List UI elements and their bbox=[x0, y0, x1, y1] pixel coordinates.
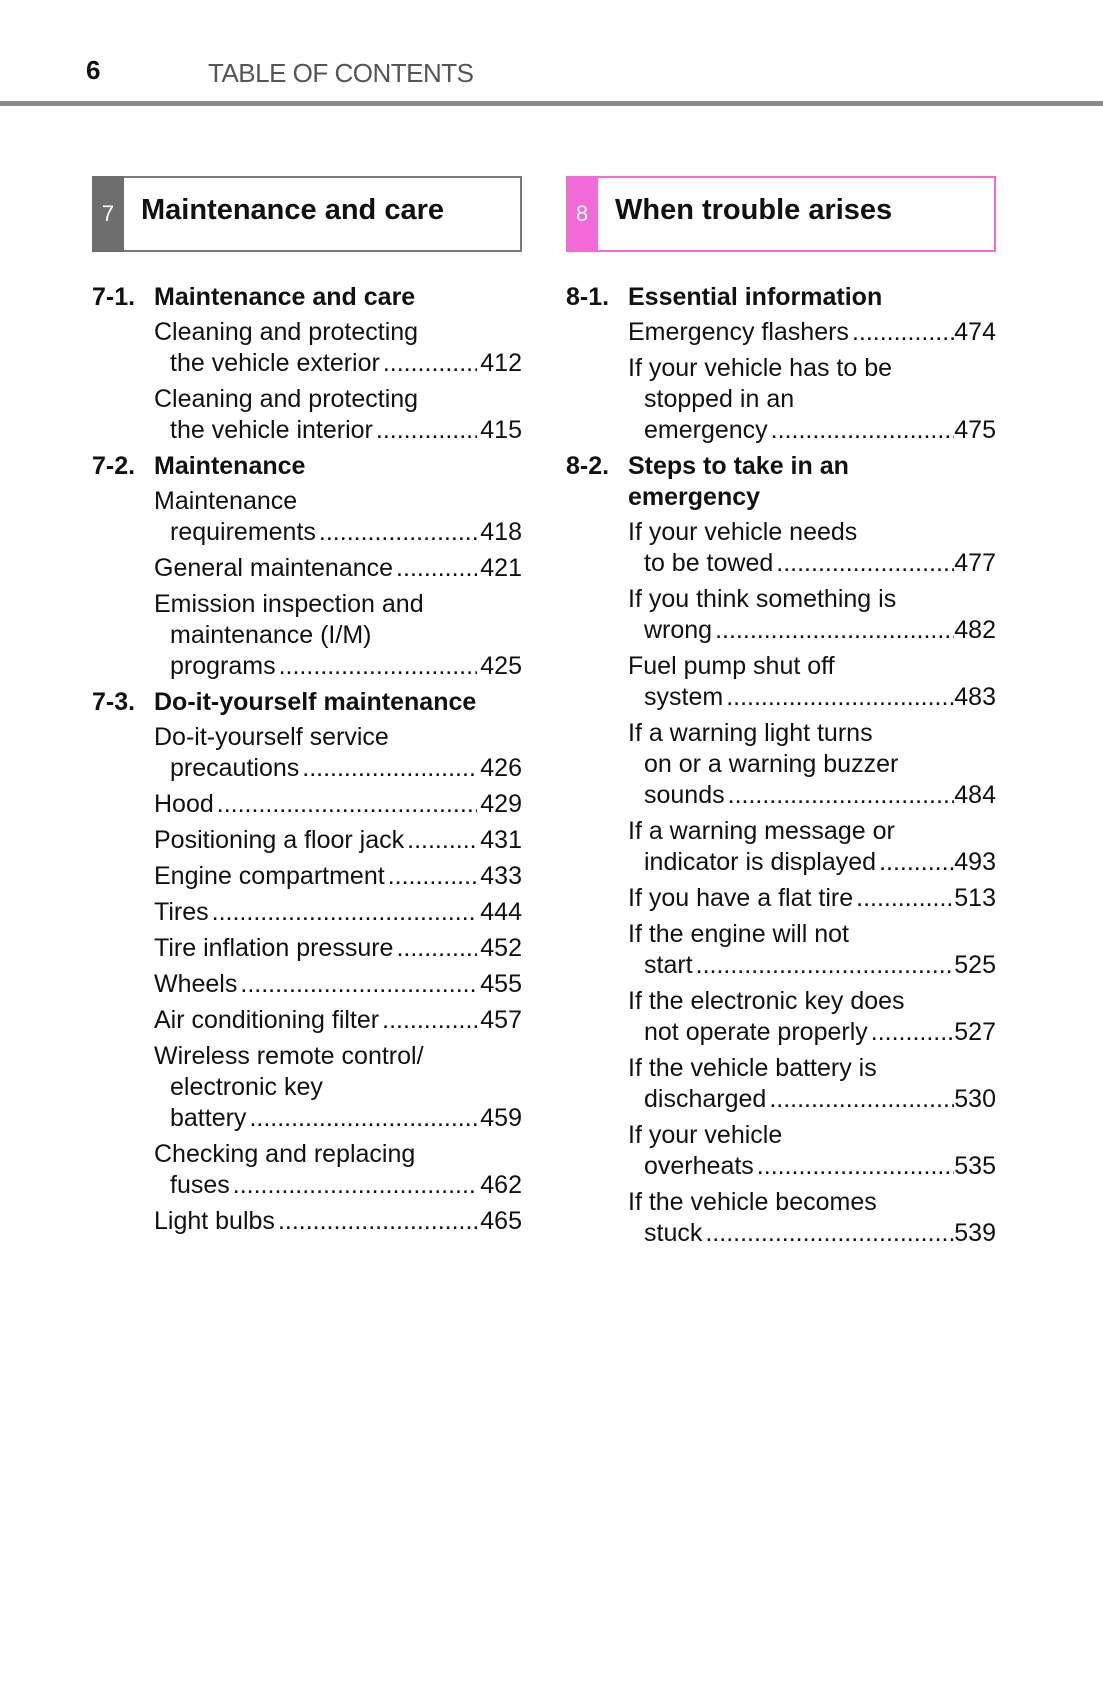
toc-entry-line bbox=[154, 861, 522, 892]
section-heading bbox=[92, 687, 522, 718]
toc-entry-text: Tires bbox=[154, 898, 209, 926]
toc-entry-line bbox=[154, 722, 522, 753]
toc-entry-text: If you think something is bbox=[628, 585, 897, 613]
toc-entry-text: Positioning a floor jack bbox=[154, 826, 405, 854]
toc-entry-text: overheats bbox=[644, 1152, 754, 1180]
toc-entry-line bbox=[154, 969, 522, 1000]
toc-entry-text: If your vehicle bbox=[628, 1121, 783, 1149]
toc-section bbox=[92, 451, 522, 682]
toc-entry-line bbox=[154, 553, 522, 584]
dot-leader bbox=[776, 548, 954, 579]
toc-entry-text: Tire inflation pressure bbox=[154, 934, 394, 962]
section-title: Steps to take in an emergency bbox=[628, 452, 849, 511]
toc-entry-line bbox=[154, 348, 522, 379]
dot-leader bbox=[407, 825, 477, 856]
toc-page-number: 431 bbox=[480, 826, 522, 854]
chapter-8-sections bbox=[566, 282, 996, 1249]
toc-entry-text: precautions bbox=[170, 754, 300, 782]
toc-entry[interactable] bbox=[628, 986, 996, 1048]
toc-entry-text: Cleaning and protecting bbox=[154, 385, 419, 413]
toc-entry-text: If your vehicle needs bbox=[628, 518, 858, 546]
toc-page-number: 418 bbox=[480, 518, 522, 546]
toc-entry-text: stuck bbox=[644, 1219, 703, 1247]
toc-entry[interactable] bbox=[628, 353, 996, 446]
dot-leader bbox=[728, 780, 955, 811]
page-number: 6 bbox=[86, 55, 101, 85]
toc-entry-line bbox=[154, 789, 522, 820]
toc-entry-text: Engine compartment bbox=[154, 862, 385, 890]
toc-entry-line bbox=[154, 753, 522, 784]
dot-leader bbox=[879, 847, 954, 878]
toc-entry-line bbox=[628, 682, 996, 713]
toc-entry-line bbox=[628, 517, 996, 548]
dot-leader bbox=[705, 1218, 954, 1249]
toc-entry-line bbox=[628, 1084, 996, 1115]
toc-entry-text: fuses bbox=[170, 1171, 230, 1199]
toc-entry-line bbox=[154, 1072, 522, 1103]
toc-page-number: 415 bbox=[480, 416, 522, 444]
toc-entry-text: Do-it-yourself service bbox=[154, 723, 389, 751]
toc-entry-line bbox=[628, 1053, 996, 1084]
toc-entry[interactable] bbox=[628, 718, 996, 811]
dot-leader bbox=[771, 415, 955, 446]
toc-entry-text: indicator is displayed bbox=[644, 848, 877, 876]
toc-entry-line bbox=[628, 384, 996, 415]
toc-entry[interactable] bbox=[154, 861, 522, 892]
section-title: Do-it-yourself maintenance bbox=[154, 688, 477, 716]
toc-entry-line bbox=[628, 651, 996, 682]
toc-entry-text: to be towed bbox=[644, 549, 774, 577]
toc-entry[interactable] bbox=[154, 589, 522, 682]
chapter-8-column bbox=[566, 176, 996, 1254]
toc-entry-line bbox=[628, 986, 996, 1017]
toc-page-number: 455 bbox=[480, 970, 522, 998]
dot-leader bbox=[726, 682, 954, 713]
dot-leader bbox=[757, 1151, 954, 1182]
toc-page-number: 483 bbox=[954, 683, 996, 711]
toc-section bbox=[92, 282, 522, 446]
toc-entry-text: If a warning message or bbox=[628, 817, 895, 845]
dot-leader bbox=[696, 950, 955, 981]
chapter-7-tab: 7 bbox=[92, 176, 124, 252]
toc-page-number: 444 bbox=[480, 898, 522, 926]
toc-entry[interactable] bbox=[154, 933, 522, 964]
dot-leader bbox=[217, 789, 478, 820]
toc-entry-text: electronic key bbox=[170, 1073, 323, 1101]
dot-leader bbox=[278, 1206, 477, 1237]
toc-entry[interactable] bbox=[154, 1206, 522, 1237]
toc-entry-line bbox=[628, 1151, 996, 1182]
toc-entry-text: emergency bbox=[644, 416, 768, 444]
toc-entry-line bbox=[628, 780, 996, 811]
header-title: TABLE OF CONTENTS bbox=[208, 58, 474, 88]
toc-entry[interactable] bbox=[628, 517, 996, 579]
toc-entry-text: General maintenance bbox=[154, 554, 394, 582]
toc-page-number: 477 bbox=[954, 549, 996, 577]
toc-entry[interactable] bbox=[154, 384, 522, 446]
toc-entry-line bbox=[154, 415, 522, 446]
toc-entry-text: Wireless remote control/ bbox=[154, 1042, 424, 1070]
toc-entry[interactable] bbox=[154, 825, 522, 856]
section-title: Maintenance and care bbox=[154, 283, 416, 311]
toc-entry[interactable] bbox=[628, 1053, 996, 1115]
toc-page-number: 452 bbox=[480, 934, 522, 962]
toc-page-number: 462 bbox=[480, 1171, 522, 1199]
toc-entry-text: If the vehicle becomes bbox=[628, 1188, 877, 1216]
toc-entry[interactable] bbox=[154, 1139, 522, 1201]
toc-page-number: 474 bbox=[954, 318, 996, 346]
toc-entry-text: discharged bbox=[644, 1085, 767, 1113]
toc-entry-text: system bbox=[644, 683, 724, 711]
dot-leader bbox=[871, 1017, 955, 1048]
toc-entry-text: If the engine will not bbox=[628, 920, 849, 948]
toc-entry-line bbox=[628, 950, 996, 981]
dot-leader bbox=[383, 348, 477, 379]
chapter-7-title: Maintenance and care bbox=[141, 194, 444, 226]
toc-entry[interactable] bbox=[154, 1005, 522, 1036]
toc-page-number: 465 bbox=[480, 1207, 522, 1235]
toc-entry-text: Maintenance bbox=[154, 487, 298, 515]
toc-entry[interactable] bbox=[154, 897, 522, 928]
toc-entry-text: not operate properly bbox=[644, 1018, 868, 1046]
toc-entry-text: If the vehicle battery is bbox=[628, 1054, 877, 1082]
chapter-8-heading bbox=[566, 176, 996, 252]
toc-entry[interactable] bbox=[628, 584, 996, 646]
dot-leader bbox=[852, 317, 954, 348]
toc-entry-line bbox=[628, 1218, 996, 1249]
toc-entry-line bbox=[628, 883, 996, 914]
toc-entry-text: maintenance (I/M) bbox=[170, 621, 372, 649]
toc-entry-line bbox=[154, 486, 522, 517]
toc-entry-line bbox=[628, 415, 996, 446]
toc-entry[interactable] bbox=[154, 722, 522, 784]
toc-entry-text: the vehicle exterior bbox=[170, 349, 380, 377]
toc-entry-line bbox=[628, 847, 996, 878]
section-heading bbox=[566, 282, 996, 313]
header-divider bbox=[0, 101, 1103, 106]
toc-entry-line bbox=[154, 1170, 522, 1201]
toc-entry[interactable] bbox=[628, 1120, 996, 1182]
toc-entry-line bbox=[628, 1017, 996, 1048]
section-number: 7-3. bbox=[92, 688, 136, 716]
toc-entry-text: stopped in an bbox=[644, 385, 795, 413]
toc-page-number: 525 bbox=[954, 951, 996, 979]
toc-entry-text: Emission inspection and bbox=[154, 590, 424, 618]
toc-section bbox=[566, 282, 996, 446]
toc-entry[interactable] bbox=[154, 1041, 522, 1134]
section-number: 7-2. bbox=[92, 452, 136, 480]
toc-page-number: 425 bbox=[480, 652, 522, 680]
toc-entry-line bbox=[154, 1139, 522, 1170]
toc-entry-text: Light bulbs bbox=[154, 1207, 275, 1235]
chapter-7-column bbox=[92, 176, 522, 1242]
toc-page-number: 513 bbox=[954, 884, 996, 912]
toc-page-number: 421 bbox=[480, 554, 522, 582]
toc-entry-line bbox=[154, 1206, 522, 1237]
toc-entry-text: sounds bbox=[644, 781, 725, 809]
toc-entry-line bbox=[154, 897, 522, 928]
toc-entry-line bbox=[154, 589, 522, 620]
toc-entry-line bbox=[628, 548, 996, 579]
toc-page-number: 535 bbox=[954, 1152, 996, 1180]
toc-entry-line bbox=[628, 749, 996, 780]
toc-page-number: 530 bbox=[954, 1085, 996, 1113]
toc-entry-line bbox=[628, 353, 996, 384]
toc-entry-line bbox=[154, 1005, 522, 1036]
toc-entry-text: requirements bbox=[170, 518, 316, 546]
toc-entry[interactable] bbox=[628, 883, 996, 914]
dot-leader bbox=[240, 969, 477, 1000]
dot-leader bbox=[396, 553, 477, 584]
toc-entry-text: Hood bbox=[154, 790, 214, 818]
toc-entry-text: If a warning light turns bbox=[628, 719, 873, 747]
section-heading bbox=[92, 282, 522, 313]
toc-entry-text: wrong bbox=[644, 616, 713, 644]
dot-leader bbox=[212, 897, 478, 928]
toc-entry-line bbox=[154, 517, 522, 548]
toc-entry-text: Fuel pump shut off bbox=[628, 652, 835, 680]
chapter-7-heading bbox=[92, 176, 522, 252]
toc-entry-line bbox=[628, 317, 996, 348]
dot-leader bbox=[396, 933, 477, 964]
section-title: Maintenance bbox=[154, 452, 306, 480]
dot-leader bbox=[715, 615, 954, 646]
toc-entry-text: If you have a flat tire bbox=[628, 884, 854, 912]
toc-entry[interactable] bbox=[154, 317, 522, 379]
toc-entry-line bbox=[628, 615, 996, 646]
dot-leader bbox=[249, 1103, 477, 1134]
toc-entry-line bbox=[628, 919, 996, 950]
toc-page-number: 484 bbox=[954, 781, 996, 809]
chapter-8-title: When trouble arises bbox=[615, 194, 893, 226]
toc-entry[interactable] bbox=[154, 553, 522, 584]
toc-entry-text: programs bbox=[170, 652, 276, 680]
toc-page-number: 493 bbox=[954, 848, 996, 876]
toc-page-number: 412 bbox=[480, 349, 522, 377]
toc-entry[interactable] bbox=[154, 486, 522, 548]
toc-entry-text: battery bbox=[170, 1104, 247, 1132]
toc-page-number: 459 bbox=[480, 1104, 522, 1132]
dot-leader bbox=[856, 883, 954, 914]
toc-entry-text: Checking and replacing bbox=[154, 1140, 416, 1168]
toc-entry-line bbox=[154, 1041, 522, 1072]
toc-entry[interactable] bbox=[628, 651, 996, 713]
dot-leader bbox=[279, 651, 478, 682]
toc-entry-text: If the electronic key does bbox=[628, 987, 905, 1015]
section-heading bbox=[92, 451, 522, 482]
section-heading bbox=[566, 451, 996, 513]
dot-leader bbox=[233, 1170, 478, 1201]
chapter-8-tab: 8 bbox=[566, 176, 598, 252]
toc-entry-line bbox=[154, 651, 522, 682]
toc-entry-text: on or a warning buzzer bbox=[644, 750, 899, 778]
toc-entry-line bbox=[154, 317, 522, 348]
toc-entry-line bbox=[628, 1120, 996, 1151]
dot-leader bbox=[319, 517, 477, 548]
toc-entry-text: Emergency flashers bbox=[628, 318, 849, 346]
toc-entry-line bbox=[154, 1103, 522, 1134]
toc-entry[interactable] bbox=[628, 317, 996, 348]
dot-leader bbox=[382, 1005, 477, 1036]
toc-page-number: 482 bbox=[954, 616, 996, 644]
toc-entry[interactable] bbox=[154, 969, 522, 1000]
toc-entry[interactable] bbox=[628, 919, 996, 981]
section-number: 7-1. bbox=[92, 283, 136, 311]
toc-entry-line bbox=[154, 825, 522, 856]
toc-section bbox=[566, 451, 996, 1249]
toc-entry-line bbox=[628, 584, 996, 615]
page-header bbox=[0, 0, 1103, 110]
toc-entry-text: Cleaning and protecting bbox=[154, 318, 419, 346]
toc-entry[interactable] bbox=[628, 1187, 996, 1249]
toc-page-number: 539 bbox=[954, 1219, 996, 1247]
section-number: 8-2. bbox=[566, 452, 610, 480]
toc-page-number: 475 bbox=[954, 416, 996, 444]
toc-section bbox=[92, 687, 522, 1237]
dot-leader bbox=[388, 861, 478, 892]
toc-entry[interactable] bbox=[628, 816, 996, 878]
toc-page-number: 527 bbox=[954, 1018, 996, 1046]
toc-page-number: 429 bbox=[480, 790, 522, 818]
dot-leader bbox=[302, 753, 477, 784]
toc-page-number: 426 bbox=[480, 754, 522, 782]
toc-page-number: 433 bbox=[480, 862, 522, 890]
toc-page-number: 457 bbox=[480, 1006, 522, 1034]
section-number: 8-1. bbox=[566, 283, 610, 311]
toc-entry-text: Wheels bbox=[154, 970, 238, 998]
toc-entry-line bbox=[628, 718, 996, 749]
toc-entry-line bbox=[628, 816, 996, 847]
section-title: Essential information bbox=[628, 283, 883, 311]
toc-entry-line bbox=[154, 384, 522, 415]
toc-entry-line bbox=[154, 933, 522, 964]
toc-entry-line bbox=[154, 620, 522, 651]
toc-entry-line bbox=[628, 1187, 996, 1218]
toc-entry[interactable] bbox=[154, 789, 522, 820]
dot-leader bbox=[769, 1084, 954, 1115]
chapter-7-sections bbox=[92, 282, 522, 1237]
toc-entry-text: Air conditioning filter bbox=[154, 1006, 380, 1034]
toc-entry-text: If your vehicle has to be bbox=[628, 354, 893, 382]
dot-leader bbox=[376, 415, 477, 446]
toc-entry-text: start bbox=[644, 951, 693, 979]
toc-entry-text: the vehicle interior bbox=[170, 416, 373, 444]
